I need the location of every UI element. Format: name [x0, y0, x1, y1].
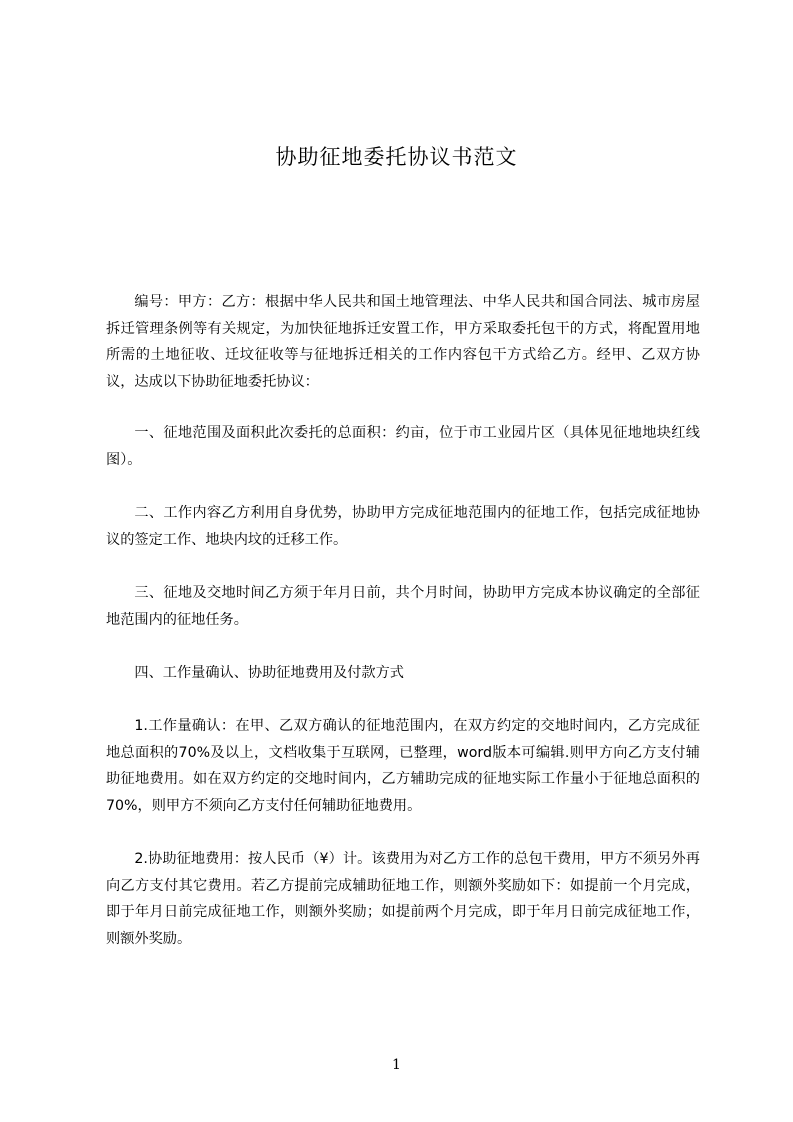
paragraph-section-3: 三、征地及交地时间乙方须于年月日前，共个月时间，协助甲方完成本协议确定的全部征地范围内的征地任务。	[106, 585, 700, 628]
paragraph-section-1: 一、征地范围及面积此次委托的总面积：约亩，位于市工业园片区（具体见征地地块红线图）。	[106, 425, 700, 468]
paragraph-assist-fee: 2.协助征地费用：按人民币（¥）计。该费用为对乙方工作的总包干费用，甲方不须另外再向乙方支付其它费用。若乙方提前完成辅助征地工作，则额外奖励如下：如提前一个月完成，即于年月日前完成征地工作，则额外奖励；如提前两个月完成，即于年月日前完成征地工作，则额外奖励。	[106, 851, 700, 947]
paragraph-section-2: 二、工作内容乙方利用自身优势，协助甲方完成征地范围内的征地工作，包括完成征地协议的签定工作、地块内坟的迁移工作。	[106, 505, 700, 548]
document-title: 协助征地委托协议书范文	[275, 145, 518, 169]
paragraph-section-4-heading: 四、工作量确认、协助征地费用及付款方式	[134, 665, 404, 681]
paragraph-workload-confirmation: 1.工作量确认：在甲、乙双方确认的征地范围内，在双方约定的交地时间内，乙方完成征地总面积的70%及以上，文档收集于互联网，已整理，word版本可编辑.则甲方向乙方支付辅助征地费用。如在双方约定的交地时间内，乙方辅助完成的征地实际工作量小于征地总面积的70%，则甲方不须向乙方支付任何辅助征地费用。	[106, 718, 700, 814]
page-number: 1	[392, 1057, 401, 1073]
paragraph-intro: 编号：甲方：乙方：根据中华人民共和国土地管理法、中华人民共和国合同法、城市房屋拆迁管理条例等有关规定，为加快征地拆迁安置工作，甲方采取委托包干的方式，将配置用地所需的土地征收、迁坟征收等与征地拆迁相关的工作内容包干方式给乙方。经甲、乙双方协议，达成以下协助征地委托协议：	[106, 294, 700, 390]
